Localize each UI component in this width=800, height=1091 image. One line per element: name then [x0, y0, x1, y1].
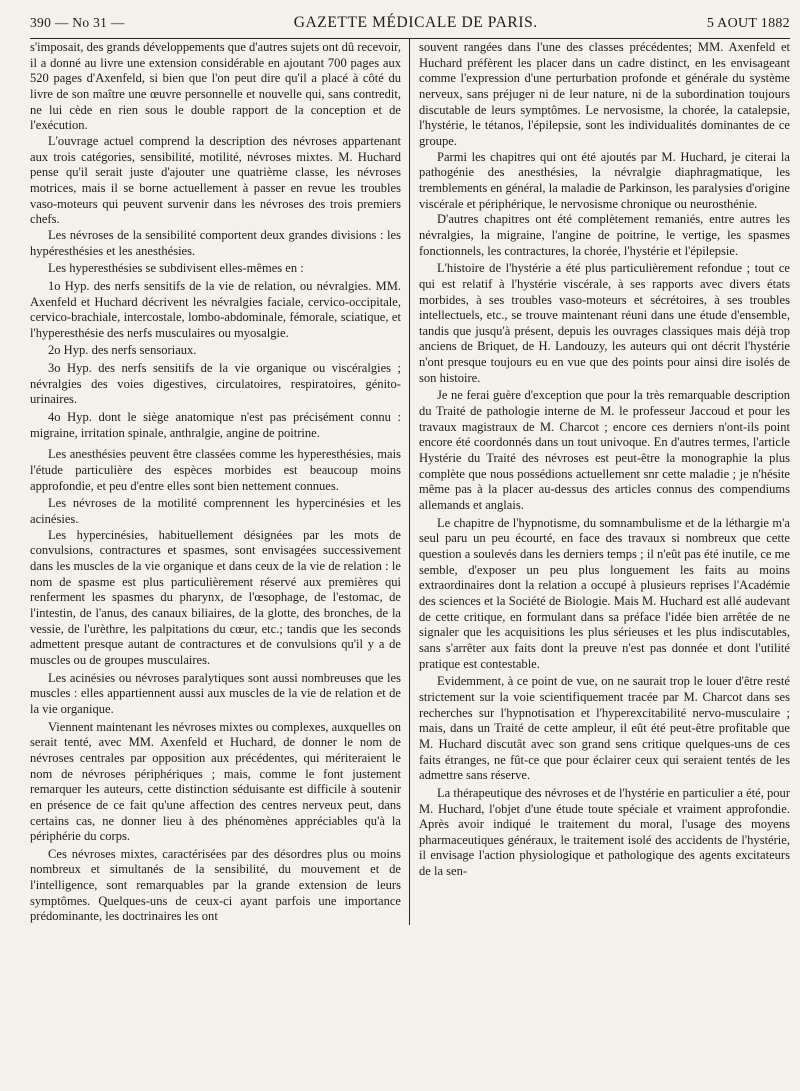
paragraph: L'histoire de l'hystérie a été plus particulièrement refondue ; tout ce qui est relatif à l'hystérie viscérale, à ses rapports avec divers états morbides, à ses troubles vaso-moteurs et sécrétoires, à ses troubles intellectuels, etc., se trouve maintenant réuni dans une étude d'ensemble, tandis que jusqu'à présent, depuis les ouvrages classiques mais déjà trop anciens de Briquet, de H. Landouzy, les auteurs qui ont décrit l'hystérie n'ont presque toujours eu en vue que des points pour ainsi dire isolés de son histoire.: [419, 261, 790, 385]
paragraph: Les hypercinésies, habituellement désignées par les mots de convulsions, contractures et spasmes, sont envisagées successivement dans les muscles de la vie organique et dans ceux de la vie de relation : le nom de spasme est plus particulièrement réservé aux premières qui renferment les spasmes du pharynx, de l'œsophage, de l'estomac, de l'intestin, de l'anus, des canaux biliaires, de la glotte, des bronches, de la vessie, de l'urèthre, les palpitations du cœur, etc.; tandis que les seconds admettent presque autant de contractures et de convulsions qu'il y a de muscles ou de groupes musculaires.: [30, 527, 401, 667]
paragraph: La thérapeutique des névroses et de l'hystérie en particulier a été, pour M. Huchard, l'objet d'une étude toute spéciale et vraiment approfondie. Après avoir indiqué le traitement du moral, l'usage des moyens pharmaceutiques généraux, le traitement isolé des accidents de l'hystérie, il envisage l'action physiologique et pathologique des agents excitateurs de la sen-: [419, 785, 790, 879]
paragraph: Je ne ferai guère d'exception que pour la très remarquable description du Traité de pathologie interne de M. le professeur Jaccoud et pour les travaux magistraux de M. Charcot ; encore ces derniers n'ont-ils point encore été coordonnés dans un tout univoque. En d'autres termes, l'article Hystérie du Traité des névroses est peut-être la monographie la plus complète que nous possédions actuellement snr cette maladie ; je n'hésite même pas à la placer au-dessus des articles connus des compendiums allemands et anglais.: [419, 388, 790, 513]
article-columns: [30, 40, 790, 925]
paragraph: Les névroses de la motilité comprennent les hypercinésies et les acinésies.: [30, 496, 401, 527]
left-column: [30, 40, 409, 925]
paragraph: Parmi les chapitres qui ont été ajoutés par M. Huchard, je citerai la pathogénie des anesthésies, la névralgie diaphragmatique, les tremblements en général, la maladie de Parkinson, les paralysies d'origine viscérale et périphérique, le nervosisme chronique ou neurosthénie.: [419, 149, 790, 211]
issue-date: 5 AOUT 1882: [706, 16, 790, 31]
paragraph: 4o Hyp. dont le siège anatomique n'est pas précisément connu : migraine, irritation spinale, anthralgie, angine de poitrine.: [30, 410, 401, 440]
header-rule: [30, 38, 790, 39]
page-header: [30, 14, 790, 36]
paragraph: D'autres chapitres ont été complètement remaniés, entre autres les névralgies, la migraine, l'angine de poitrine, le vertige, les spasmes fonctionnels, les contractures, la chorée, l'hystérie et l'épilepsie.: [419, 212, 790, 258]
paragraph: Evidemment, à ce point de vue, on ne saurait trop le louer d'être resté strictement sur la voie scientifiquement tracée par M. Charcot dans ses recherches sur l'hypnotisation et l'hyperexcitabilité nervo-musculaire ; mais, dans un Traité de cette ampleur, il eût été peut-être profitable que M. Huchard discutât avec son grand sens critique quelques-uns de ces faits étranges, ne fût-ce que pour éclairer ceux qui seraient tentés de les admettre sans réserve.: [419, 674, 790, 783]
journal-title: GAZETTE MÉDICALE DE PARIS.: [293, 14, 538, 31]
paragraph: L'ouvrage actuel comprend la description des névroses appartenant aux trois catégories, sensibilité, motilité, névroses mixtes. M. Huchard pense qu'il serait juste d'ajouter une quatrième classe, les névroses motrices, mais il se borne actuellement à passer en revue les troubles vaso-moteurs qui peuvent survenir dans les névroses des trois premiers chefs.: [30, 133, 401, 227]
paragraph: 3o Hyp. des nerfs sensitifs de la vie organique ou viscéralgies ; névralgies des voies digestives, circulatoires, respiratoires, génito-urinaires.: [30, 361, 401, 407]
paragraph: Viennent maintenant les névroses mixtes ou complexes, auxquelles on serait tenté, avec MM. Axenfeld et Huchard, de donner le nom de névroses centrales par opposition aux précédentes, qui mériteraient le nom de névroses périphériques ; mais, comme le font justement remarquer les auteurs, cette distinction séduisante est difficile à soutenir en présence de ce fait qu'une affection des centres nerveux peut, dans certains cas, ne donner lieu à des phénomènes appréciables qu'à la périphérie du corps.: [30, 719, 401, 844]
paragraph: Les hyperesthésies se subdivisent elles-mêmes en :: [48, 261, 304, 276]
page-number: 390 — No 31 —: [30, 15, 125, 30]
paragraph: Les anesthésies peuvent être classées comme les hyperesthésies, mais l'étude particulière des espèces morbides est beaucoup moins approfondie, et peu d'entre elles sont bien nettement connues.: [30, 447, 401, 493]
paragraph: 2o Hyp. des nerfs sensoriaux.: [48, 343, 197, 358]
paragraph: Ces névroses mixtes, caractérisées par des désordres plus ou moins nombreux et simultanés de la sensibilité, du mouvement et de l'intelligence, sont remarquables par la grande extension de leurs symptômes. Quelques-uns de ceux-ci ayant parfois une importance prédominante, les doctrinaires les ont: [30, 846, 401, 924]
paragraph: s'imposait, des grands développements que d'autres sujets ont dû recevoir, il a donné au livre une extension considérable en ajoutant 700 pages aux 520 pages d'Axenfeld, si bien que l'on peut dire qu'il a placé à côté du livre de son maître une œuvre personnelle et nouvelle qui, sans contredit, ne lui cède en rien sous le double rapport de la conception et de l'exécution.: [30, 40, 401, 133]
right-column: [410, 40, 790, 925]
paragraph: Les acinésies ou névroses paralytiques sont aussi nombreuses que les muscles : elles appartiennent aussi aux muscles de la vie de relation et de la vie organique.: [30, 670, 401, 716]
paragraph: souvent rangées dans l'une des classes précédentes; MM. Axenfeld et Huchard préfèrent les placer dans un cadre distinct, en les envisageant comme l'expression d'une perturbation profonde et générale du système nerveux, sans préjuger ni de leur nature, ni de la subordination toujours discutable de leurs symptômes. Le nervosisme, la chorée, la catalepsie, l'hystérie, le tétanos, l'épilepsie, sont les individualités dominantes de ce groupe.: [419, 40, 790, 148]
paragraph: Les névroses de la sensibilité comportent deux grandes divisions : les hypéresthésies et les anesthésies.: [30, 227, 401, 258]
paragraph: 1o Hyp. des nerfs sensitifs de la vie de relation, ou névralgies. MM. Axenfeld et Huchard décrivent les névralgies faciale, cervico-occipitale, cervico-brachiale, intercostale, lombo-abdominale, fémorale, sciatique, et l'hyperesthésie des nerfs musculaires ou myosalgie.: [30, 278, 401, 340]
paragraph: Le chapitre de l'hypnotisme, du somnambulisme et de la léthargie m'a seul paru un peu écourté, en face des travaux si nombreux que cette question a soulevés dans les derniers temps ; il n'eût pas été inutile, ce me semble, d'exposer un peu plus longuement les faits au moins extraordinaires dont la relation a occupé à plusieurs reprises l'Académie des sciences et la Société de Biologie. Mais M. Huchard est allé audevant de cette critique, en formulant dans sa préface l'idée bien arrêtée de ne signaler que les acquisitions les plus sérieuses et les plus indiscutables, sans s'arrêter aux faits dont la preuve n'est pas donnée et dont l'utilité pratique est contestable.: [419, 515, 790, 671]
